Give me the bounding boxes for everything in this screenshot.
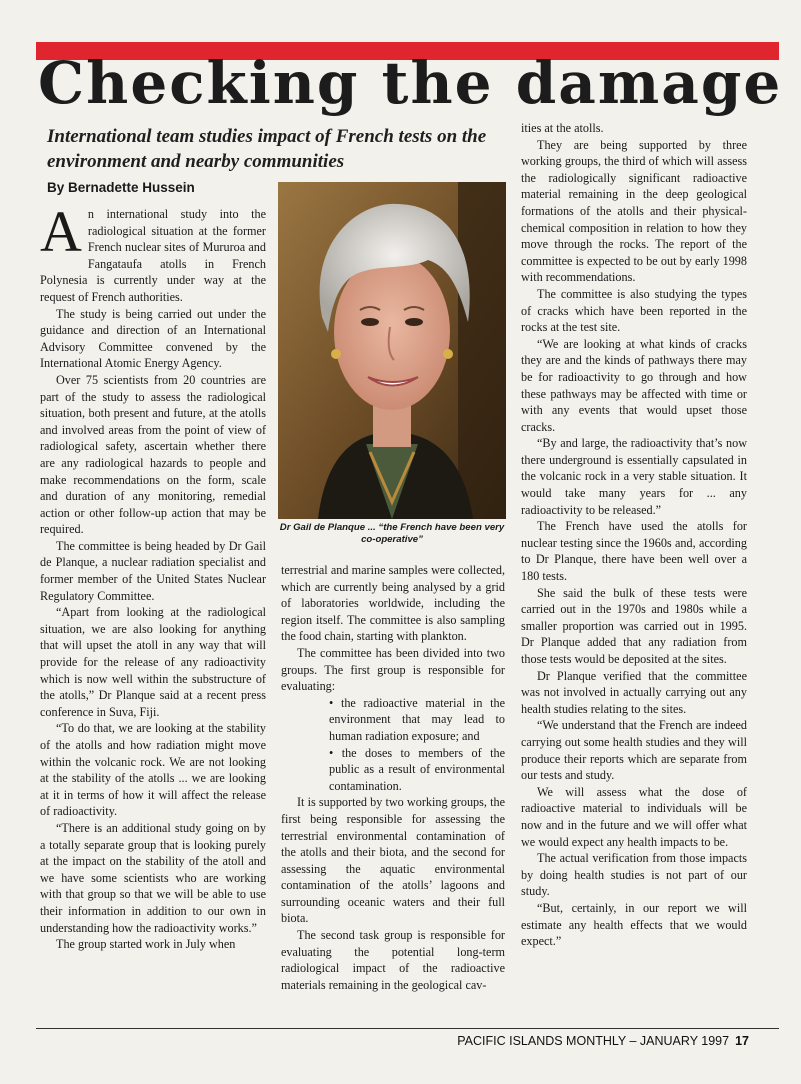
- paragraph: The committee has been divided into two groups. The first group is responsible for evaluating:: [281, 645, 505, 694]
- paragraph: “But, certainly, in our report we will estimate any health effects that we would expect.”: [521, 900, 747, 949]
- paragraph: She said the bulk of these tests were carried out in the 1970s and 1980s while a smaller proportion was carried out in 1995. Dr Planque added that any radiation from those tests would be deposited at the sites.: [521, 585, 747, 666]
- paragraph: “We understand that the French are indeed carrying out some health studies and they will produce their reports which are separate from our tests and study.: [521, 718, 747, 783]
- paragraph: We will assess what the dose of radioactive material to individuals will be now and in the future and we will offer what we would expect any health impacts to be.: [521, 784, 747, 849]
- publication-name: PACIFIC ISLANDS MONTHLY – JANUARY 1997: [457, 1034, 730, 1048]
- paragraph: “Apart from looking at the radiological situation, we are also looking for anything that will upset the atoll in any way that will provide for the release of any radioactivity which is now well within the substructure of the atolls,” Dr Planque said at a recent press conference in Suva, Fiji.: [40, 605, 266, 719]
- paragraph: “We are looking at what kinds of cracks they are and the kinds of pathways there may be for radioactivity to go through and how these pathways may be affected with time or with any events that would upset those cracks.: [521, 336, 747, 434]
- column-2: [281, 562, 505, 993]
- headline: Checking the damage: [38, 49, 783, 117]
- subheadline: International team studies impact of French tests on the environment and nearby communities: [47, 126, 487, 172]
- paragraph: The French have used the atolls for nuclear testing since the 1960s and, according to Dr Planque, there have been well over a 180 tests.: [521, 519, 747, 584]
- paragraph: Over 75 scientists from 20 countries are part of the study to assess the radiological situation, both present and future, at the atolls and involved areas from the point of view of radiological safety, ascertain whether there are any radiological hazards to people and make recommendations on the form, scale and duration of any monitoring, remedial action or other follow-up action that may be required.: [40, 372, 266, 537]
- bullet-item: • the doses to members of the public as a result of environmental contamination.: [329, 745, 505, 793]
- paragraph: It is supported by two working groups, the first being responsible for assessing the terrestrial environmental contamination of the atolls and their biota, and the second for assessing the aquatic environmental contamination of the atolls’ lagoons and surrounding oceanic waters and their full biota.: [281, 795, 505, 926]
- paragraph: “There is an additional study going on by a totally separate group that is looking purely at the impact on the stability of the atoll and we have some scientists who are working with that group so that we will be able to use their information in addition to our own in understanding how the radioactivity works.”: [40, 820, 266, 935]
- drop-cap: A: [40, 199, 82, 264]
- column-1: [40, 199, 266, 953]
- paragraph: The committee is also studying the types of cracks which have been reported in the rocks at the test site.: [521, 286, 747, 335]
- bullet-item: • the radioactive material in the environment that may lead to human radiation exposure; and: [329, 695, 505, 743]
- paragraph: “To do that, we are looking at the stability of the atolls and how radiation might move within the volcanic rock. We are not looking at the stability of the atolls ... we are looking at it in terms of how it will affect the release of radioactivity.: [40, 721, 266, 819]
- paragraph: The actual verification from those impacts by doing health studies is not part of our study.: [521, 851, 747, 899]
- page-number: 17: [735, 1034, 749, 1048]
- paragraph: “By and large, the radioactivity that’s now there underground is essentially capsulated in the volcanic rock in a very stable situation. It would take many years for ... any radioactivity to be released.”: [521, 436, 747, 517]
- footer-rule: [36, 1028, 779, 1029]
- page-footer: [457, 1034, 749, 1048]
- byline: By Bernadette Hussein: [47, 180, 195, 195]
- paragraph: ities at the atolls.: [521, 121, 604, 135]
- photo-caption: Dr Gail de Planque ... “the French have been very co-operative”: [279, 522, 505, 545]
- paragraph: The study is being carried out under the guidance and direction of an International Advisory Committee convened by the International Atomic Energy Agency.: [40, 306, 266, 371]
- portrait-illustration: [278, 182, 506, 519]
- paragraph: They are being supported by three working groups, the third of which will assess the radiologically significant radioactive material remaining in the deep geological formations of the atolls and their physical-chemical composition in relation to how they move through the rocks. The report of the committee is expected to be out by early 1998 with recommendations.: [521, 137, 747, 285]
- portrait-photo: [278, 182, 506, 519]
- paragraph: An international study into the radiological situation at the former French nuclear sites of Mururoa and Fangataufa atolls in French Polynesia is currently under way at the request of French authorities.: [40, 199, 266, 304]
- column-3: [521, 120, 747, 950]
- paragraph: terrestrial and marine samples were collected, which are currently being analysed by a grid of laboratories worldwide, including the region itself. The committee is also sampling the food chain, starting with plankton.: [281, 563, 505, 644]
- paragraph: The second task group is responsible for evaluating the potential long-term radiological impact of the radioactive materials remaining in the geological cav-: [281, 928, 505, 992]
- paragraph: Dr Planque verified that the committee was not involved in actually carrying out any health studies relating to the sites.: [521, 668, 747, 716]
- paragraph: The group started work in July when: [56, 937, 236, 952]
- paragraph: The committee is being headed by Dr Gail de Planque, a nuclear radiation specialist and former member of the United States Nuclear Regulatory Committee.: [40, 538, 266, 603]
